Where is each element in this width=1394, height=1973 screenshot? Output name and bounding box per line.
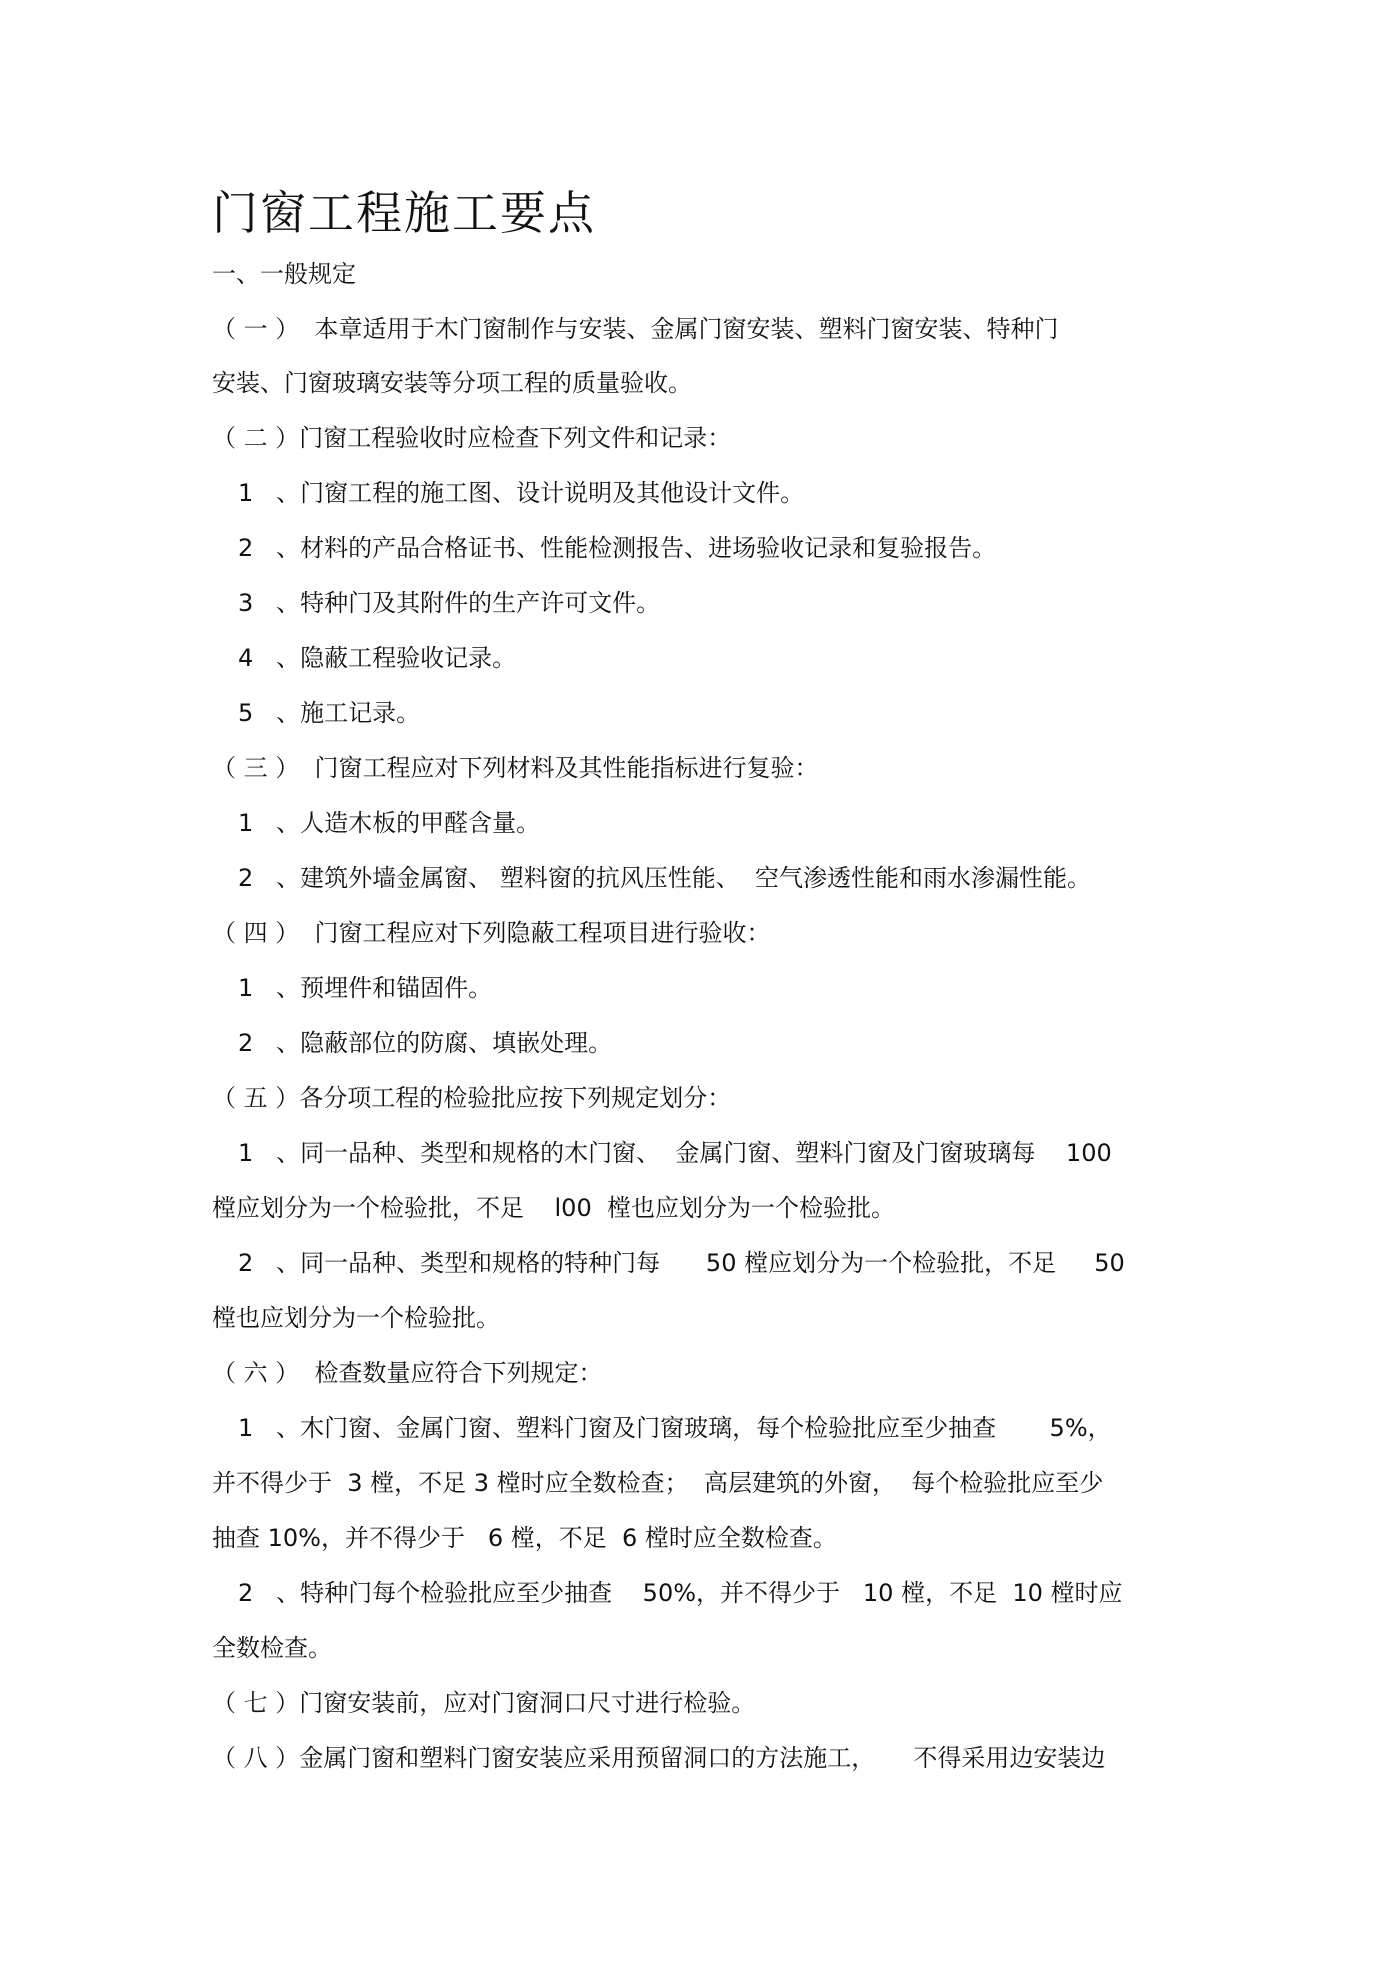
list-item: 1 、人造木板的甲醛含量。 [238, 809, 541, 837]
list-item: 5 、施工记录。 [238, 699, 421, 727]
paragraph-line: （ 八 ）金属门窗和塑料门窗安装应采用预留洞口的方法施工， 不得采用边安装边 [212, 1744, 1106, 1772]
section-heading-general: 一、一般规定 [212, 260, 356, 288]
paragraph-line: （ 一 ） 本章适用于木门窗制作与安装、金属门窗安装、塑料门窗安装、特种门 [212, 315, 1059, 343]
list-item: 1 、木门窗、金属门窗、塑料门窗及门窗玻璃，每个检验批应至少抽查 5%， [238, 1414, 1112, 1442]
paragraph-line: 并不得少于 3 樘，不足 3 樘时应全数检查； 高层建筑的外窗， 每个检验批应至少 [212, 1469, 1104, 1497]
list-item: 1 、门窗工程的施工图、设计说明及其他设计文件。 [238, 479, 805, 507]
list-item: 2 、材料的产品合格证书、性能检测报告、进场验收记录和复验报告。 [238, 534, 997, 562]
list-item: 2 、隐蔽部位的防腐、填嵌处理。 [238, 1029, 613, 1057]
paragraph-line: （ 三 ） 门窗工程应对下列材料及其性能指标进行复验： [212, 754, 819, 782]
document-title: 门窗工程施工要点 [212, 186, 596, 240]
paragraph-line: 樘也应划分为一个检验批。 [212, 1304, 500, 1332]
paragraph-line: （ 五 ）各分项工程的检验批应按下列规定划分： [212, 1084, 732, 1112]
list-item: 2 、特种门每个检验批应至少抽查 50%，并不得少于 10 樘，不足 10 樘时应 [238, 1579, 1123, 1607]
list-item: 3 、特种门及其附件的生产许可文件。 [238, 589, 661, 617]
paragraph-line: 安装、门窗玻璃安装等分项工程的质量验收。 [212, 369, 692, 397]
paragraph-line: （ 七 ）门窗安装前，应对门窗洞口尺寸进行检验。 [212, 1689, 756, 1717]
paragraph-line: （ 六 ） 检查数量应符合下列规定： [212, 1359, 603, 1387]
list-item: 4 、隐蔽工程验收记录。 [238, 644, 517, 672]
list-item: 2 、建筑外墙金属窗、 塑料窗的抗风压性能、 空气渗透性能和雨水渗漏性能。 [238, 864, 1092, 892]
list-item: 1 、预埋件和锚固件。 [238, 974, 493, 1002]
list-item: 2 、同一品种、类型和规格的特种门每 50 樘应划分为一个检验批，不足 50 [238, 1249, 1125, 1277]
paragraph-line: （ 二 ）门窗工程验收时应检查下列文件和记录： [212, 424, 732, 452]
paragraph-line: 抽查 10%，并不得少于 6 樘，不足 6 樘时应全数检查。 [212, 1524, 837, 1552]
list-item: 1 、同一品种、类型和规格的木门窗、 金属门窗、塑料门窗及门窗玻璃每 100 [238, 1139, 1112, 1167]
paragraph-line: 全数检查。 [212, 1634, 332, 1662]
paragraph-line: （ 四 ） 门窗工程应对下列隐蔽工程项目进行验收： [212, 919, 771, 947]
paragraph-line: 樘应划分为一个检验批，不足 l00 樘也应划分为一个检验批。 [212, 1194, 895, 1222]
